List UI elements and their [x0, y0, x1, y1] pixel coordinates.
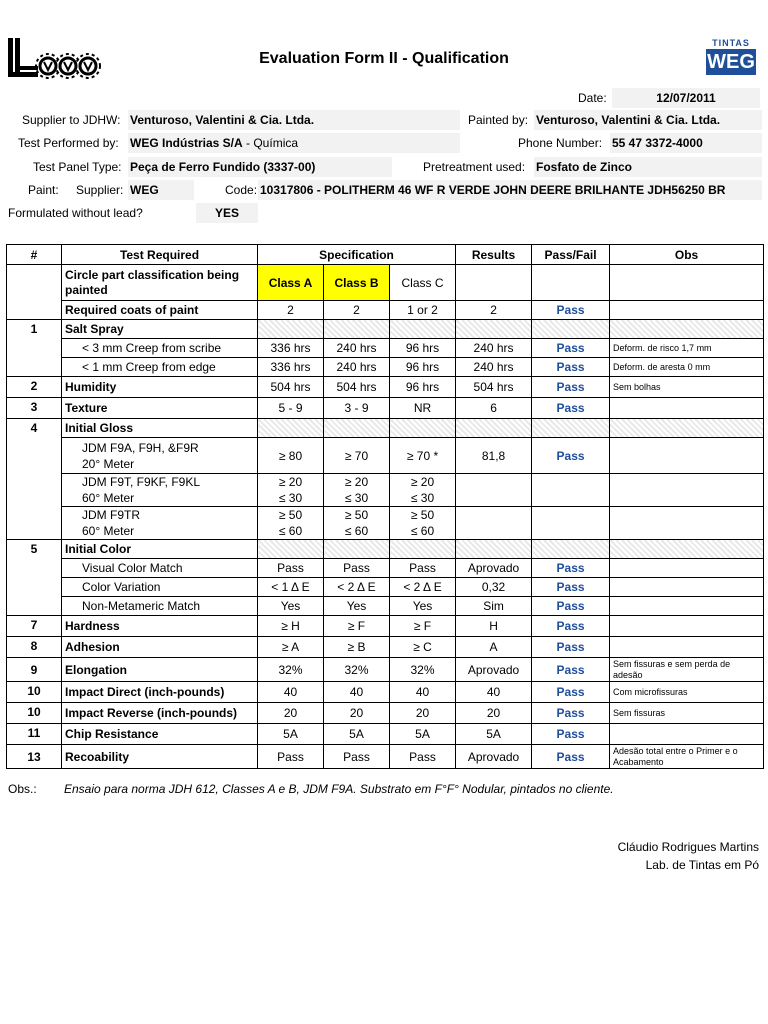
performed-value [128, 133, 460, 153]
class-a-cell: Pass [258, 559, 324, 578]
passfail-cell: Pass [532, 682, 610, 703]
results-cell: 5A [456, 724, 532, 745]
class-c-cell [390, 474, 456, 507]
table-row [7, 301, 764, 320]
panel-value: Peça de Ferro Fundido (3337-00) [128, 157, 392, 177]
hatched-cell [456, 540, 532, 559]
obs-cell [610, 474, 764, 507]
col-header-obs: Obs [610, 245, 764, 265]
col-header-test: Test Required [62, 245, 258, 265]
table-row [7, 358, 764, 377]
hatched-cell [610, 540, 764, 559]
class-c-cell: 96 hrs [390, 339, 456, 358]
results-cell: 40 [456, 682, 532, 703]
class-b-cell: Yes [324, 597, 390, 616]
class-c-cell: < 2 Δ E [390, 578, 456, 597]
table-row [7, 419, 764, 438]
max-value: ≤ 60 [410, 524, 435, 538]
max-value: ≤ 60 [344, 524, 369, 538]
performed-company: WEG Indústrias S/A [130, 136, 243, 150]
results-cell [456, 474, 532, 507]
obs-cell [610, 398, 764, 419]
passfail-cell: Pass [532, 438, 610, 474]
test-results-table [6, 244, 764, 769]
hatched-cell [610, 320, 764, 339]
table-row [7, 682, 764, 703]
passfail-cell: Pass [532, 724, 610, 745]
logo-text-weg: WEG [707, 51, 755, 73]
table-row [7, 398, 764, 419]
class-a-cell: ≥ 80 [258, 438, 324, 474]
class-a-cell: 5A [258, 724, 324, 745]
class-a-cell: 504 hrs [258, 377, 324, 398]
class-b-cell: 40 [324, 682, 390, 703]
results-cell: 6 [456, 398, 532, 419]
results-cell: Aprovado [456, 559, 532, 578]
obs-cell: Sem bolhas [610, 377, 764, 398]
table-row [7, 474, 764, 507]
date-value: 12/07/2011 [612, 88, 760, 108]
min-value: ≥ 20 [278, 475, 303, 489]
paint-supplier-label: Supplier: [76, 183, 124, 197]
class-b-cell: 240 hrs [324, 358, 390, 377]
row-label-line2: 60° Meter [82, 491, 135, 505]
min-value: ≥ 20 [344, 475, 369, 489]
hatched-cell [258, 540, 324, 559]
row-label-line1: JDM F9A, F9H, &F9R [82, 440, 199, 455]
passfail-cell: Pass [532, 578, 610, 597]
row-label: Non-Metameric Match [62, 597, 258, 616]
row-number: 5 [7, 540, 62, 616]
pretreatment-value: Fosfato de Zinco [534, 157, 762, 177]
results-cell [456, 507, 532, 540]
class-c-cell: Class C [390, 265, 456, 301]
passfail-cell: Pass [532, 358, 610, 377]
row-number: 10 [7, 682, 62, 703]
results-cell [456, 265, 532, 301]
row-label-line1: JDM F9TR [82, 508, 140, 522]
table-row [7, 540, 764, 559]
max-value: ≤ 30 [278, 491, 303, 505]
row-number: 8 [7, 637, 62, 658]
class-a-cell: ≥ A [258, 637, 324, 658]
row-label: Chip Resistance [62, 724, 258, 745]
table-row [7, 559, 764, 578]
passfail-cell: Pass [532, 377, 610, 398]
row-label: Initial Gloss [62, 419, 258, 438]
code-description: - POLITHERM 46 WF R VERDE JOHN DEERE BRILHANTE JDH56250 BR [313, 183, 726, 197]
class-b-cell: Pass [324, 745, 390, 769]
table-row [7, 578, 764, 597]
row-label: < 3 mm Creep from scribe [62, 339, 258, 358]
phone-label: Phone Number: [518, 136, 603, 150]
class-a-cell: 40 [258, 682, 324, 703]
class-a-cell: 32% [258, 658, 324, 682]
results-cell: Aprovado [456, 745, 532, 769]
class-a-cell: ≥ H [258, 616, 324, 637]
passfail-cell: Pass [532, 637, 610, 658]
class-c-cell: 20 [390, 703, 456, 724]
painted-value: Venturoso, Valentini & Cia. Ltda. [534, 110, 762, 130]
table-row [7, 703, 764, 724]
row-number [7, 265, 62, 320]
obs-cell [610, 616, 764, 637]
hatched-cell [390, 419, 456, 438]
min-value: ≥ 20 [410, 475, 435, 489]
passfail-cell: Pass [532, 339, 610, 358]
class-c-cell: ≥ 70 * [390, 438, 456, 474]
results-cell: 81,8 [456, 438, 532, 474]
max-value: ≤ 30 [410, 491, 435, 505]
row-label: Impact Direct (inch-pounds) [62, 682, 258, 703]
paint-label: Paint: [28, 183, 59, 197]
class-b-cell [324, 507, 390, 540]
date-label: Date: [578, 91, 607, 105]
results-cell: 2 [456, 301, 532, 320]
results-cell: Sim [456, 597, 532, 616]
table-row [7, 320, 764, 339]
logo-text-tintas: TINTAS [712, 38, 750, 48]
class-b-cell: 3 - 9 [324, 398, 390, 419]
table-row [7, 745, 764, 769]
hatched-cell [532, 540, 610, 559]
performed-label: Test Performed by: [18, 136, 119, 150]
obs-label: Obs.: [8, 782, 37, 796]
class-a-cell [258, 474, 324, 507]
class-c-cell: Pass [390, 559, 456, 578]
class-a-cell: 336 hrs [258, 339, 324, 358]
code-value [258, 180, 762, 200]
passfail-cell: Pass [532, 559, 610, 578]
row-number: 13 [7, 745, 62, 769]
obs-text: Ensaio para norma JDH 612, Classes A e B, JDM F9A. Substrato em F°F° Nodular, pintados no cliente. [64, 782, 614, 796]
row-label: Humidity [62, 377, 258, 398]
hatched-cell [324, 320, 390, 339]
signature-name: Cláudio Rodrigues Martins [617, 840, 759, 854]
row-number: 9 [7, 658, 62, 682]
hatched-cell [532, 320, 610, 339]
row-label [62, 474, 258, 507]
class-c-cell: Pass [390, 745, 456, 769]
obs-cell: Sem fissuras e sem perda de adesão [610, 658, 764, 682]
table-row [7, 377, 764, 398]
obs-cell [610, 578, 764, 597]
row-label-line2: 60° Meter [82, 524, 135, 538]
panel-label: Test Panel Type: [33, 160, 122, 174]
code-number: 10317806 [260, 183, 314, 197]
hatched-cell [610, 419, 764, 438]
passfail-cell: Pass [532, 703, 610, 724]
row-label-line2: 20° Meter [82, 456, 135, 471]
table-row [7, 438, 764, 474]
col-header-results: Results [456, 245, 532, 265]
row-label: Initial Color [62, 540, 258, 559]
phone-value: 55 47 3372-4000 [610, 133, 762, 153]
row-label: Color Variation [62, 578, 258, 597]
table-row [7, 507, 764, 540]
paint-supplier-value: WEG [128, 180, 194, 200]
obs-cell [610, 265, 764, 301]
row-number: 4 [7, 419, 62, 540]
passfail-cell: Pass [532, 301, 610, 320]
row-label: Hardness [62, 616, 258, 637]
hatched-cell [532, 419, 610, 438]
col-header-specification: Specification [258, 245, 456, 265]
table-row [7, 597, 764, 616]
row-label: Circle part classification being painted [62, 265, 258, 301]
row-label: Visual Color Match [62, 559, 258, 578]
class-b-cell: 504 hrs [324, 377, 390, 398]
row-number: 1 [7, 320, 62, 377]
hatched-cell [258, 320, 324, 339]
class-b-cell [324, 474, 390, 507]
results-cell: 0,32 [456, 578, 532, 597]
obs-cell [610, 438, 764, 474]
class-b-cell: 32% [324, 658, 390, 682]
max-value: ≤ 30 [344, 491, 369, 505]
min-value: ≥ 50 [344, 508, 369, 522]
hatched-cell [456, 419, 532, 438]
row-label: Elongation [62, 658, 258, 682]
class-c-cell: 32% [390, 658, 456, 682]
results-cell: A [456, 637, 532, 658]
table-row [7, 616, 764, 637]
obs-cell [610, 507, 764, 540]
class-a-cell: Class A [258, 265, 324, 301]
row-number: 10 [7, 703, 62, 724]
results-cell: 240 hrs [456, 358, 532, 377]
obs-cell: Sem fissuras [610, 703, 764, 724]
table-row [7, 265, 764, 301]
hatched-cell [324, 540, 390, 559]
max-value: ≤ 60 [278, 524, 303, 538]
class-b-cell: 20 [324, 703, 390, 724]
row-label: Impact Reverse (inch-pounds) [62, 703, 258, 724]
signature-department: Lab. de Tintas em Pó [645, 858, 759, 872]
code-label: Code: [225, 183, 258, 197]
obs-cell [610, 637, 764, 658]
painted-label: Painted by: [468, 113, 529, 127]
pretreatment-label: Pretreatment used: [423, 160, 526, 174]
lead-value: YES [196, 203, 258, 223]
hatched-cell [456, 320, 532, 339]
passfail-cell [532, 507, 610, 540]
class-b-cell: ≥ B [324, 637, 390, 658]
class-b-cell: 240 hrs [324, 339, 390, 358]
class-a-cell: Pass [258, 745, 324, 769]
class-b-cell: Pass [324, 559, 390, 578]
obs-cell: Deform. de risco 1,7 mm [610, 339, 764, 358]
class-c-cell: 40 [390, 682, 456, 703]
min-value: ≥ 50 [278, 508, 303, 522]
class-c-cell: 1 or 2 [390, 301, 456, 320]
supplier-label: Supplier to JDHW: [22, 113, 121, 127]
page-title: Evaluation Form II - Qualification [259, 50, 509, 67]
class-a-cell [258, 507, 324, 540]
col-header-passfail: Pass/Fail [532, 245, 610, 265]
results-cell: 504 hrs [456, 377, 532, 398]
row-number: 7 [7, 616, 62, 637]
class-a-cell: Yes [258, 597, 324, 616]
row-label: Recoability [62, 745, 258, 769]
class-b-cell: 2 [324, 301, 390, 320]
hatched-cell [258, 419, 324, 438]
row-label [62, 438, 258, 474]
obs-cell [610, 301, 764, 320]
class-b-cell: ≥ F [324, 616, 390, 637]
class-a-cell: 336 hrs [258, 358, 324, 377]
class-c-cell: 5A [390, 724, 456, 745]
passfail-cell [532, 265, 610, 301]
supplier-value: Venturoso, Valentini & Cia. Ltda. [128, 110, 460, 130]
class-c-cell: 96 hrs [390, 358, 456, 377]
obs-cell: Com microfissuras [610, 682, 764, 703]
table-row [7, 724, 764, 745]
class-b-cell: ≥ 70 [324, 438, 390, 474]
row-label-line1: JDM F9T, F9KF, F9KL [82, 475, 201, 489]
table-row [7, 339, 764, 358]
obs-cell: Deform. de aresta 0 mm [610, 358, 764, 377]
class-a-cell: 20 [258, 703, 324, 724]
class-a-cell: < 1 Δ E [258, 578, 324, 597]
row-label: Salt Spray [62, 320, 258, 339]
class-c-cell: ≥ F [390, 616, 456, 637]
performed-division: - Química [242, 136, 299, 150]
table-header-row [7, 245, 764, 265]
hatched-cell [324, 419, 390, 438]
class-c-cell: ≥ C [390, 637, 456, 658]
row-number: 3 [7, 398, 62, 419]
class-b-cell: Class B [324, 265, 390, 301]
hatched-cell [390, 540, 456, 559]
min-value: ≥ 50 [410, 508, 435, 522]
passfail-cell: Pass [532, 597, 610, 616]
row-label: Required coats of paint [62, 301, 258, 320]
results-cell: H [456, 616, 532, 637]
class-b-cell: 5A [324, 724, 390, 745]
passfail-cell: Pass [532, 745, 610, 769]
row-number: 11 [7, 724, 62, 745]
row-label: < 1 mm Creep from edge [62, 358, 258, 377]
results-cell: Aprovado [456, 658, 532, 682]
results-cell: 20 [456, 703, 532, 724]
class-c-cell: NR [390, 398, 456, 419]
table-row [7, 658, 764, 682]
table-row [7, 637, 764, 658]
row-label: Adhesion [62, 637, 258, 658]
class-a-cell: 5 - 9 [258, 398, 324, 419]
class-c-cell: 96 hrs [390, 377, 456, 398]
class-c-cell: Yes [390, 597, 456, 616]
passfail-cell: Pass [532, 658, 610, 682]
row-number: 2 [7, 377, 62, 398]
lead-label: Formulated without lead? [8, 206, 143, 220]
obs-cell [610, 724, 764, 745]
passfail-cell: Pass [532, 616, 610, 637]
obs-cell [610, 597, 764, 616]
col-header-number: # [7, 245, 62, 265]
results-cell: 240 hrs [456, 339, 532, 358]
passfail-cell [532, 474, 610, 507]
row-label: Texture [62, 398, 258, 419]
passfail-cell: Pass [532, 398, 610, 419]
row-label [62, 507, 258, 540]
class-c-cell [390, 507, 456, 540]
hatched-cell [390, 320, 456, 339]
obs-cell [610, 559, 764, 578]
class-a-cell: 2 [258, 301, 324, 320]
obs-cell: Adesão total entre o Primer e o Acabamento [610, 745, 764, 769]
class-b-cell: < 2 Δ E [324, 578, 390, 597]
